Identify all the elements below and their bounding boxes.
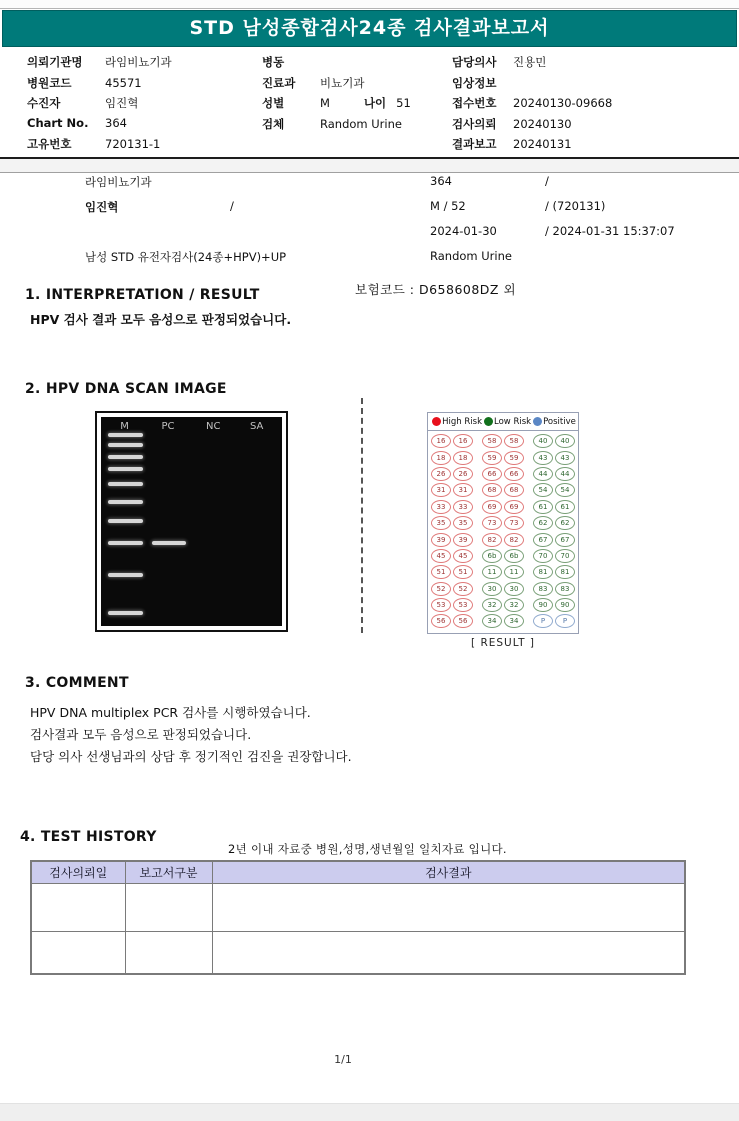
- hpv-type-circle: 11: [504, 565, 524, 579]
- hpv-type-circle: 51: [453, 565, 473, 579]
- grid-legend: [428, 413, 578, 431]
- hpv-type-circle: 18: [453, 451, 473, 465]
- field-value: 진용민: [513, 55, 547, 69]
- hpv-type-circle: 35: [431, 516, 451, 530]
- hpv-type-circle: 16: [431, 434, 451, 448]
- hpv-grid-row: [428, 449, 578, 465]
- history-cell: [212, 931, 685, 974]
- field-value: M: [320, 96, 330, 111]
- hpv-type-circle: 59: [482, 451, 502, 465]
- hpv-type-circle: 30: [504, 582, 524, 596]
- hpv-grid-row: [428, 531, 578, 547]
- hpv-result-grid-box: [427, 412, 579, 634]
- hpv-type-circle: 44: [555, 467, 575, 481]
- top-strip: [0, 0, 739, 9]
- hpv-type-circle: 66: [482, 467, 502, 481]
- hpv-grid-row: [428, 499, 578, 515]
- gel-marker-band: [108, 519, 142, 523]
- hpv-type-circle: 40: [533, 434, 553, 448]
- info-row: [262, 75, 411, 96]
- history-note: 2년 이내 자료중 병원,성명,생년월일 일치자료 입니다.: [228, 842, 507, 856]
- hpv-type-circle: 67: [555, 533, 575, 547]
- summary-patient-name: 임진혁: [85, 200, 119, 214]
- hpv-type-circle: 69: [504, 500, 524, 514]
- hpv-grid-row: [428, 597, 578, 613]
- section-title-interpretation: 1. INTERPRETATION / RESULT: [25, 287, 260, 303]
- hpv-type-circle: 54: [555, 483, 575, 497]
- dashed-separator: [361, 398, 363, 633]
- hpv-type-circle: 73: [504, 516, 524, 530]
- info-row: [262, 54, 411, 75]
- legend-label: High Risk: [442, 416, 482, 427]
- info-row: [452, 95, 612, 116]
- hpv-type-circle: 39: [431, 533, 451, 547]
- page-number: 1/1: [334, 1053, 352, 1066]
- gel-marker-band: [108, 482, 142, 486]
- hpv-type-circle: 82: [504, 533, 524, 547]
- hpv-grid-row: [428, 515, 578, 531]
- history-cell: [125, 883, 212, 931]
- hpv-type-circle: 53: [453, 598, 473, 612]
- interpretation-result: HPV 검사 결과 모두 음성으로 판정되었습니다.: [30, 312, 292, 327]
- hpv-type-circle: 81: [555, 565, 575, 579]
- hpv-type-circle: 61: [555, 500, 575, 514]
- legend-dot-icon: [432, 417, 441, 426]
- hpv-type-circle: P: [555, 614, 575, 628]
- info-row: [27, 95, 172, 116]
- hpv-type-circle: 33: [453, 500, 473, 514]
- section-title-comment: 3. COMMENT: [25, 675, 129, 691]
- field-label: 수진자: [27, 96, 61, 111]
- hpv-grid-row: [428, 613, 578, 629]
- field-label: 병원코드: [27, 75, 72, 90]
- hpv-type-circle: 56: [453, 614, 473, 628]
- history-cell: [212, 883, 685, 931]
- hpv-type-circle: 73: [482, 516, 502, 530]
- hpv-type-circle: 26: [453, 467, 473, 481]
- hpv-type-circle: 35: [453, 516, 473, 530]
- hpv-type-circle: 70: [533, 549, 553, 563]
- summary-birth: / (720131): [545, 199, 606, 213]
- header-divider: [0, 157, 739, 173]
- legend-item: [430, 417, 482, 427]
- history-cell: [125, 931, 212, 974]
- gel-image: [101, 417, 282, 626]
- hpv-type-circle: 62: [533, 516, 553, 530]
- gel-lane-label: M: [120, 421, 129, 432]
- field-value: 45571: [105, 75, 142, 90]
- hpv-grid-row: [428, 466, 578, 482]
- hpv-type-circle: 90: [533, 598, 553, 612]
- hpv-type-circle: P: [533, 614, 553, 628]
- insurance-code: 보험코드 : D658608DZ 외: [355, 282, 517, 297]
- hpv-type-circle: 68: [504, 483, 524, 497]
- field-value: 라임비뇨기과: [105, 55, 172, 69]
- summary-hospital: 라임비뇨기과: [85, 175, 152, 189]
- hpv-type-circle: 83: [555, 582, 575, 596]
- hpv-type-circle: 52: [431, 582, 451, 596]
- field-value: 720131-1: [105, 137, 161, 152]
- hpv-type-circle: 6b: [482, 549, 502, 563]
- hpv-type-circle: 40: [555, 434, 575, 448]
- info-row: [262, 116, 411, 137]
- info-row: [452, 136, 612, 157]
- hpv-type-circle: 90: [555, 598, 575, 612]
- field-value: 364: [105, 115, 127, 130]
- legend-item: [482, 417, 531, 427]
- patient-info-col2: [262, 54, 411, 136]
- field-label: 담당의사: [452, 55, 497, 69]
- hpv-grid-row: [428, 548, 578, 564]
- field-value: 비뇨기과: [320, 75, 365, 90]
- info-row: [452, 75, 612, 96]
- report-title: STD 남성종합검사24종 검사결과보고서: [189, 17, 550, 39]
- legend-item: [531, 417, 576, 427]
- history-row: [31, 883, 685, 931]
- report-title-bar: [2, 10, 737, 47]
- hpv-type-circle: 30: [482, 582, 502, 596]
- hpv-type-circle: 39: [453, 533, 473, 547]
- info-row: [262, 95, 411, 116]
- summary-sex-age: M / 52: [430, 199, 466, 213]
- legend-label: Low Risk: [494, 416, 532, 427]
- history-header-request-date: 검사의뢰일: [31, 861, 125, 883]
- patient-info-col3: [452, 54, 612, 157]
- hpv-type-circle: 58: [482, 434, 502, 448]
- bottom-bar: [0, 1103, 739, 1121]
- hpv-type-circle: 68: [482, 483, 502, 497]
- hpv-type-circle: 34: [504, 614, 524, 628]
- gel-marker-band: [108, 611, 142, 615]
- hpv-type-circle: 43: [555, 451, 575, 465]
- field-label: 의뢰기관명: [27, 55, 83, 69]
- gel-pc-band: [152, 541, 186, 545]
- hpv-type-circle: 43: [533, 451, 553, 465]
- history-header-report-type: 보고서구분: [125, 861, 212, 883]
- hpv-type-circle: 56: [431, 614, 451, 628]
- gel-image-frame: [95, 411, 288, 632]
- hpv-type-circle: 45: [431, 549, 451, 563]
- summary-specimen: Random Urine: [430, 249, 512, 263]
- summary-report-datetime: / 2024-01-31 15:37:07: [545, 224, 675, 238]
- comment-lines: [30, 702, 352, 768]
- hpv-type-circle: 11: [482, 565, 502, 579]
- field-value: 20240130: [513, 116, 572, 131]
- hpv-grid-rows: [428, 431, 578, 630]
- hpv-type-circle: 61: [533, 500, 553, 514]
- field-value: 20240131: [513, 137, 572, 152]
- hpv-type-circle: 44: [533, 467, 553, 481]
- hpv-type-circle: 54: [533, 483, 553, 497]
- comment-line: 검사결과 모두 음성으로 판정되었습니다.: [30, 727, 252, 742]
- section-title-scan: 2. HPV DNA SCAN IMAGE: [25, 381, 227, 397]
- hpv-type-circle: 67: [533, 533, 553, 547]
- summary-request-date: 2024-01-30: [430, 224, 497, 238]
- hpv-type-circle: 31: [453, 483, 473, 497]
- field-label: 진료과: [262, 75, 296, 90]
- field-label: 임상정보: [452, 75, 497, 90]
- field-value: 20240130-09668: [513, 96, 613, 111]
- gel-marker-band: [108, 433, 142, 437]
- legend-dot-icon: [533, 417, 542, 426]
- field-label: Chart No.: [27, 115, 89, 130]
- history-header-result: 검사결과: [212, 861, 685, 883]
- hpv-type-circle: 53: [431, 598, 451, 612]
- legend-label: Positive: [543, 416, 576, 427]
- patient-info-col1: [27, 54, 172, 157]
- info-row: [27, 75, 172, 96]
- hpv-type-circle: 52: [453, 582, 473, 596]
- hpv-type-circle: 66: [504, 467, 524, 481]
- summary-slash: /: [545, 174, 549, 188]
- field-label: 고유번호: [27, 137, 72, 152]
- comment-line: 담당 의사 선생님과의 상담 후 정기적인 검진을 권장합니다.: [30, 749, 352, 764]
- field-label: 성별: [262, 96, 285, 111]
- info-row: [452, 54, 612, 75]
- grid-result-label: [ RESULT ]: [471, 637, 535, 649]
- hpv-type-circle: 18: [431, 451, 451, 465]
- hpv-type-circle: 45: [453, 549, 473, 563]
- hpv-type-circle: 82: [482, 533, 502, 547]
- hpv-grid-row: [428, 581, 578, 597]
- gel-lane-label: SA: [249, 421, 264, 432]
- hpv-grid-row: [428, 482, 578, 498]
- hpv-type-circle: 33: [431, 500, 451, 514]
- field-label: 접수번호: [452, 96, 497, 111]
- field-label: 검사의뢰: [452, 116, 497, 131]
- history-header-row: [31, 861, 685, 883]
- hpv-type-circle: 59: [504, 451, 524, 465]
- field-label: 결과보고: [452, 137, 497, 152]
- legend-dot-icon: [484, 417, 493, 426]
- hpv-type-circle: 62: [555, 516, 575, 530]
- comment-line: HPV DNA multiplex PCR 검사를 시행하였습니다.: [30, 705, 311, 720]
- field-label: 병동: [262, 55, 285, 69]
- hpv-type-circle: 69: [482, 500, 502, 514]
- history-cell: [31, 883, 125, 931]
- hpv-type-circle: 26: [431, 467, 451, 481]
- hpv-type-circle: 32: [504, 598, 524, 612]
- field-value: 임진혁: [105, 96, 139, 111]
- field-value: Random Urine: [320, 116, 402, 131]
- gel-lane-label: PC: [161, 421, 175, 432]
- hpv-type-circle: 51: [431, 565, 451, 579]
- gel-lane-label: NC: [205, 421, 221, 432]
- section-title-history: 4. TEST HISTORY: [20, 829, 157, 845]
- hpv-type-circle: 6b: [504, 549, 524, 563]
- gel-marker-band: [108, 467, 142, 471]
- summary-test-name: 남성 STD 유전자검사(24종+HPV)+UP: [85, 250, 287, 264]
- hpv-type-circle: 31: [431, 483, 451, 497]
- hpv-type-circle: 32: [482, 598, 502, 612]
- history-cell: [31, 931, 125, 974]
- age-value: 51: [396, 96, 411, 111]
- hpv-type-circle: 70: [555, 549, 575, 563]
- gel-marker-band: [108, 443, 142, 447]
- gel-marker-band: [108, 500, 142, 504]
- hpv-type-circle: 58: [504, 434, 524, 448]
- hpv-type-circle: 16: [453, 434, 473, 448]
- info-row: [27, 54, 172, 75]
- hpv-grid-row: [428, 564, 578, 580]
- age-label: 나이: [363, 96, 387, 111]
- hpv-grid-row: [428, 433, 578, 449]
- gel-marker-band: [108, 541, 142, 545]
- summary-name-slash: /: [230, 199, 234, 213]
- gel-marker-band: [108, 573, 142, 577]
- hpv-type-circle: 81: [533, 565, 553, 579]
- info-row: [452, 116, 612, 137]
- test-history-table: [30, 860, 686, 975]
- info-row: [27, 116, 172, 137]
- gel-marker-band: [108, 455, 142, 459]
- hpv-type-circle: 34: [482, 614, 502, 628]
- field-label: 검체: [262, 116, 285, 131]
- info-row: [27, 136, 172, 157]
- summary-chart-no: 364: [430, 174, 452, 188]
- history-row: [31, 931, 685, 974]
- hpv-type-circle: 83: [533, 582, 553, 596]
